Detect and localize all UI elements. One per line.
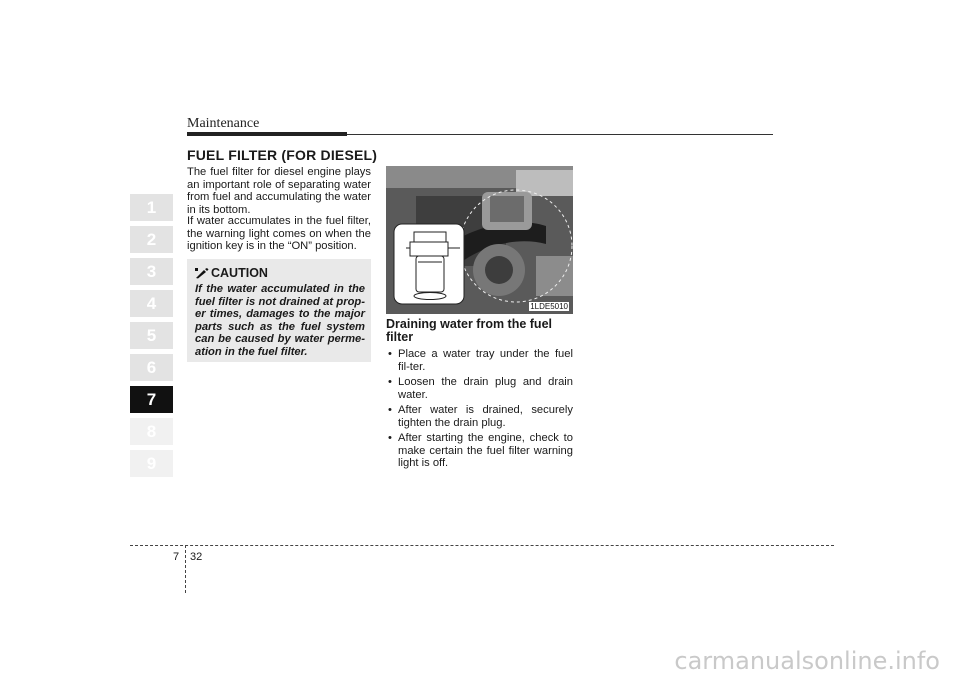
fuel-filter-figure [386, 166, 573, 314]
chapter-tab-1[interactable]: 1 [130, 194, 173, 221]
draining-steps [386, 348, 573, 473]
footer-page-number: 32 [190, 551, 203, 563]
chapter-tab-4[interactable]: 4 [130, 290, 173, 317]
chapter-tab-7[interactable]: 7 [130, 386, 173, 413]
draining-step-2: • Loosen the drain plug and drain water. [386, 376, 573, 401]
caution-text: If the water accumulated in the fuel filter is not drained at prop-er times, damages to the major parts such as the fuel system can be caused by water perme-ation in the fuel filter. [195, 283, 365, 358]
engine-bay-illustration [386, 166, 573, 314]
chapter-tab-2[interactable]: 2 [130, 226, 173, 253]
draining-step-1: • Place a water tray under the fuel fil-ter. [386, 348, 573, 373]
watermark: carmanualsonline.info [674, 647, 940, 675]
chapter-tab-8[interactable]: 8 [130, 418, 173, 445]
intro-paragraph: The fuel filter for diesel engine plays an important role of separating water from fuel and accumulating the water in its bottom. [187, 166, 371, 217]
draining-heading: Draining water from the fuel filter [386, 317, 552, 344]
header-rule-accent [187, 132, 347, 136]
chapter-tab-3[interactable]: 3 [130, 258, 173, 285]
draining-step-3: • After water is drained, securely tighten the drain plug. [386, 404, 573, 429]
section-title: Maintenance [187, 116, 260, 131]
chapter-tabs [130, 194, 173, 482]
page-heading: FUEL FILTER (FOR DIESEL) [187, 147, 378, 163]
chapter-tab-9[interactable]: 9 [130, 450, 173, 477]
caution-box [187, 259, 371, 362]
chapter-tab-6[interactable]: 6 [130, 354, 173, 381]
chapter-tab-5[interactable]: 5 [130, 322, 173, 349]
caution-pencil-icon [195, 268, 209, 279]
caution-title: CAUTION [211, 266, 268, 280]
draining-step-4: • After starting the engine, check to make certain the fuel filter warning light is off. [386, 432, 573, 470]
footer-divider [185, 545, 186, 593]
footer-rule [130, 545, 834, 546]
warning-light-paragraph: If water accumulates in the fuel filter, the warning light comes on when the ignition key is in the “ON” position. [187, 215, 371, 253]
figure-code: 1LDE5010 [530, 302, 568, 311]
footer-chapter-number: 7 [173, 551, 180, 563]
